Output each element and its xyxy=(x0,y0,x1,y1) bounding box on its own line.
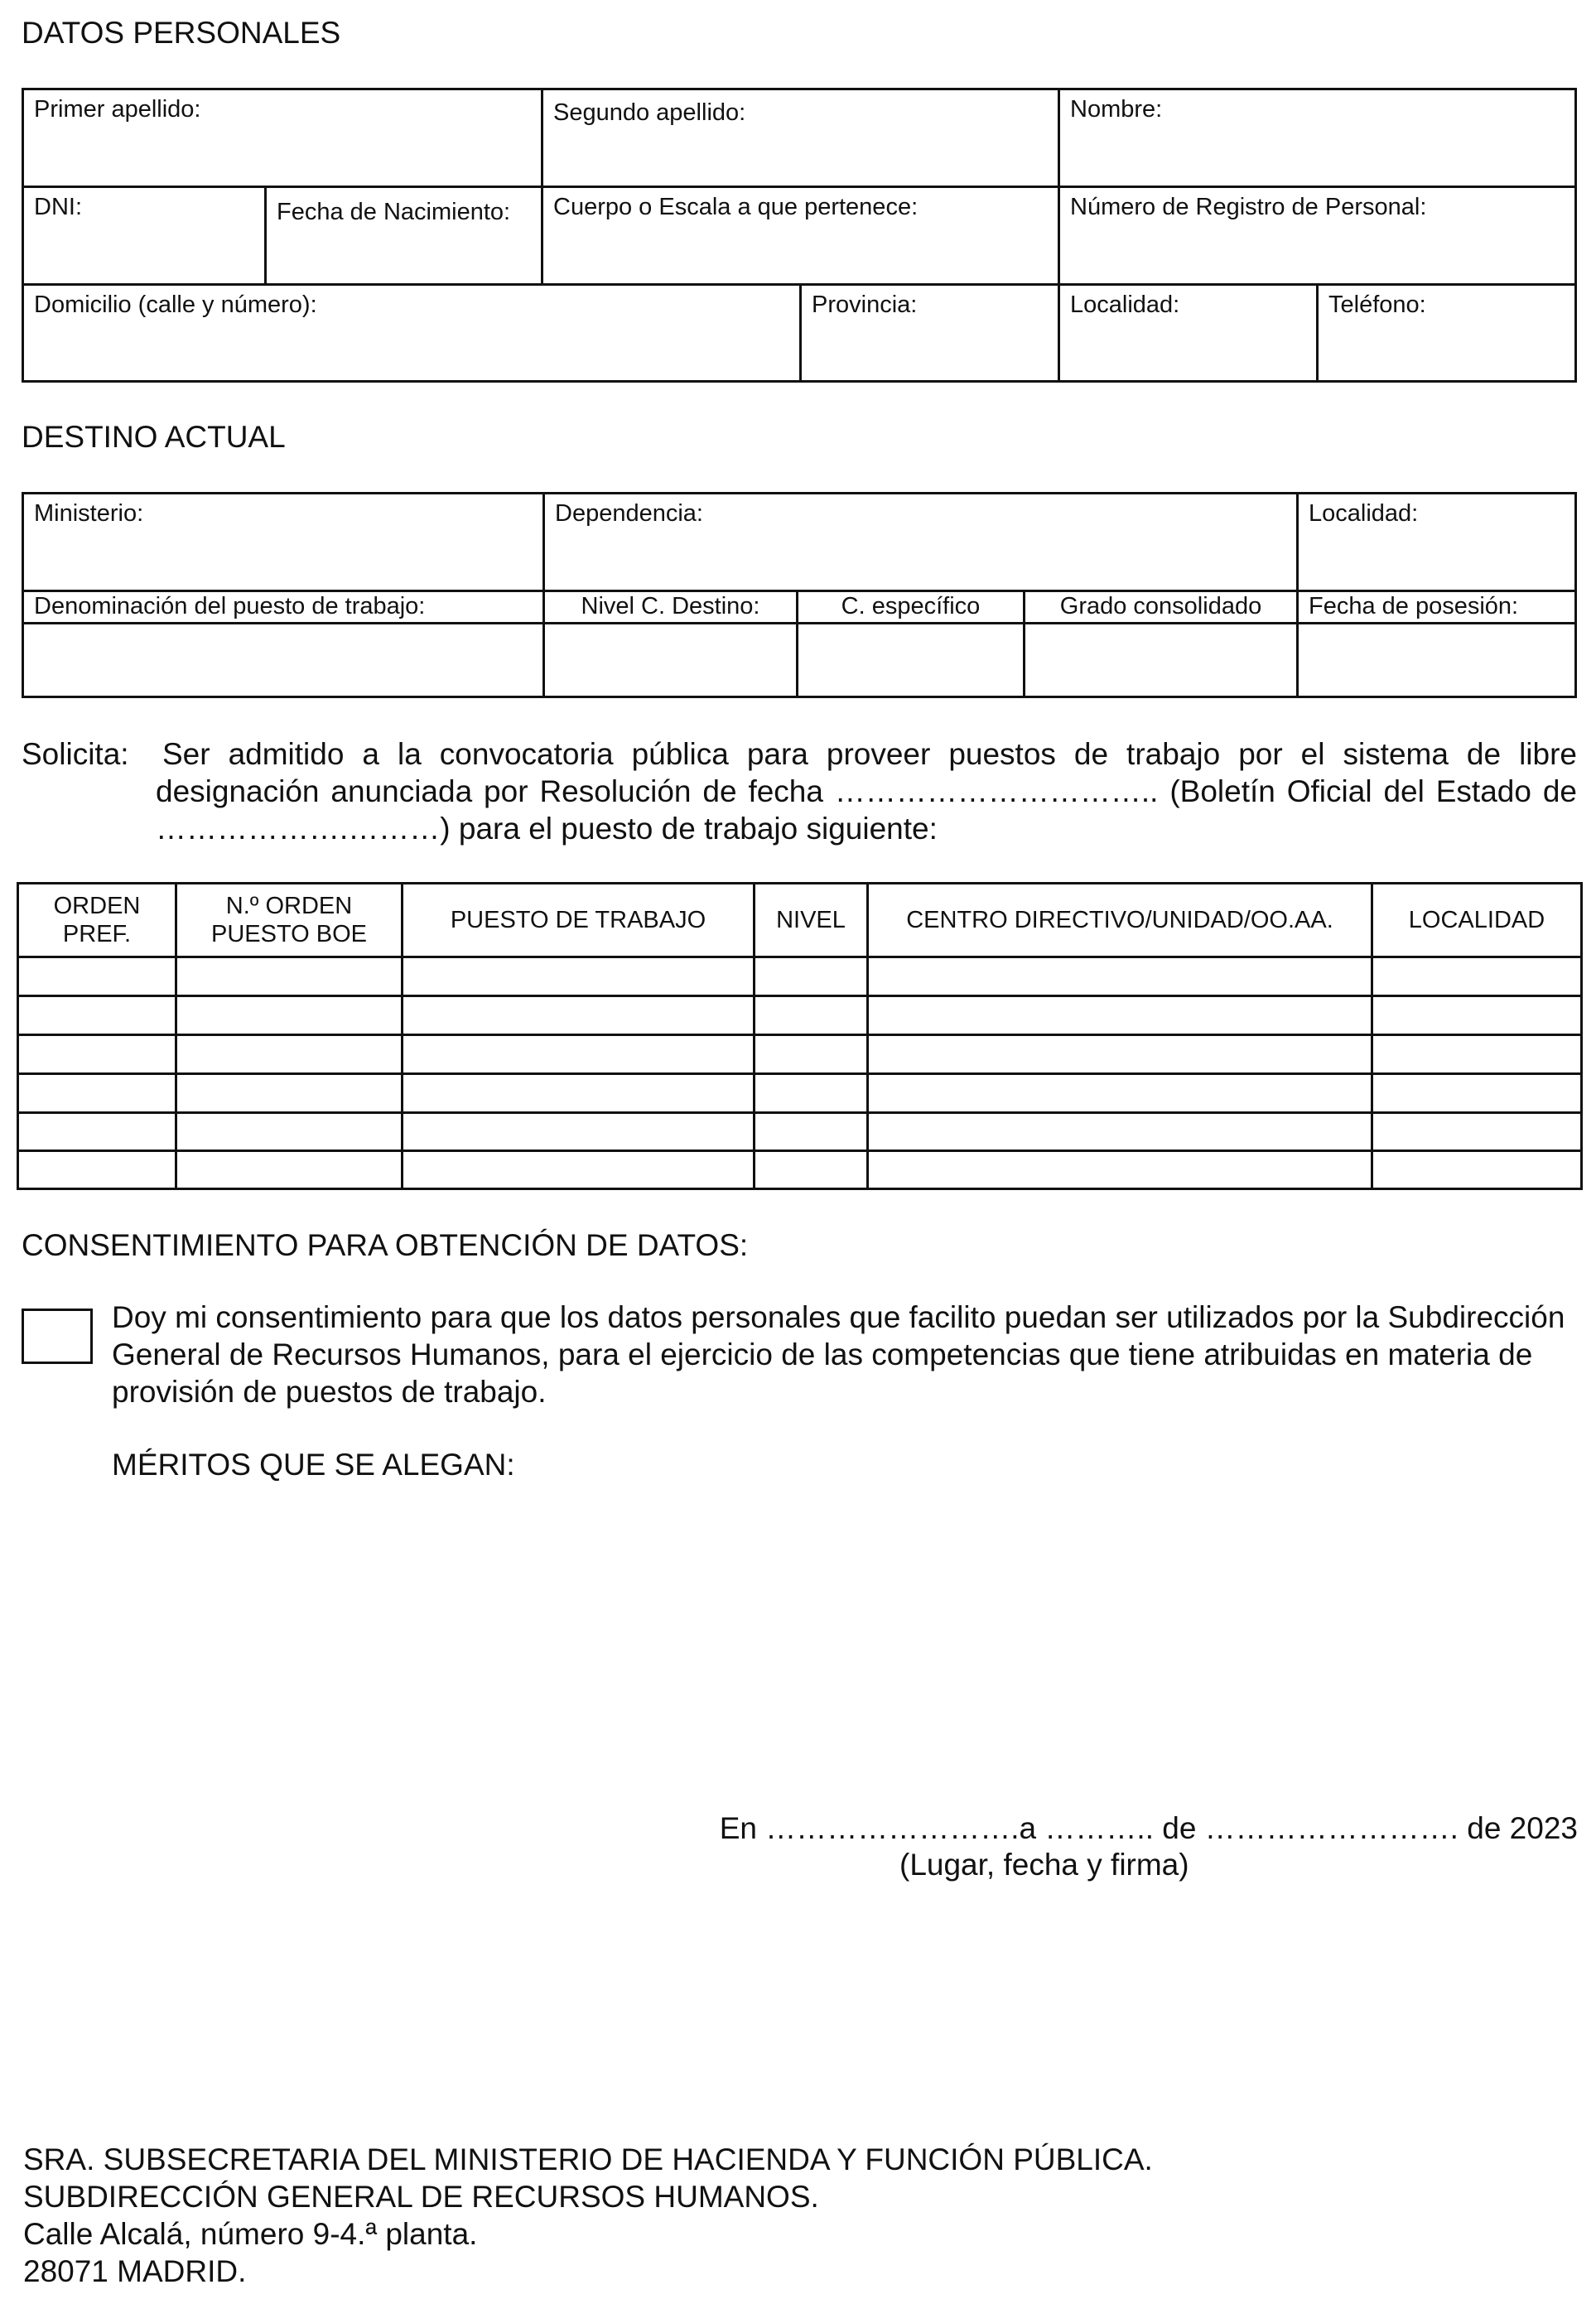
numero-registro-label: Número de Registro de Personal: xyxy=(1070,194,1427,220)
destino-actual-box xyxy=(22,492,1577,698)
primer-apellido-label: Primer apellido: xyxy=(34,96,201,123)
consentimiento-heading: CONSENTIMIENTO PARA OBTENCIÓN DE DATOS: xyxy=(22,1228,749,1262)
c-especifico-field[interactable] xyxy=(798,624,1023,696)
header-n-orden-puesto-boe: N.º ORDEN PUESTO BOE xyxy=(210,893,368,947)
nivel-c-destino-field[interactable] xyxy=(545,624,796,696)
fecha-nacimiento-label: Fecha de Nacimiento: xyxy=(277,199,511,225)
nombre-field[interactable] xyxy=(1060,90,1574,186)
table-row[interactable] xyxy=(19,997,1580,1034)
solicita-label: Solicita: xyxy=(22,737,129,771)
ministerio-field[interactable] xyxy=(24,494,542,590)
fecha-posesion-field[interactable] xyxy=(1299,624,1574,696)
segundo-apellido-label: Segundo apellido: xyxy=(553,99,746,126)
dni-field[interactable] xyxy=(24,188,264,283)
header-nivel: NIVEL xyxy=(776,907,846,933)
header-puesto-trabajo: PUESTO DE TRABAJO xyxy=(450,907,706,933)
consentimiento-checkbox[interactable] xyxy=(22,1309,93,1364)
dni-label: DNI: xyxy=(34,194,82,220)
dependencia-label: Dependencia: xyxy=(555,500,703,527)
localidad-destino-field[interactable] xyxy=(1299,494,1574,590)
domicilio-label: Domicilio (calle y número): xyxy=(34,292,317,318)
destino-actual-heading: DESTINO ACTUAL xyxy=(22,420,286,454)
c-especifico-label: C. específico xyxy=(841,593,981,619)
meritos-area[interactable] xyxy=(112,1491,1579,1789)
grado-consolidado-field[interactable] xyxy=(1025,624,1296,696)
nivel-c-destino-label: Nivel C. Destino: xyxy=(581,593,760,619)
datos-personales-box xyxy=(22,88,1577,383)
firma-caption: (Lugar, fecha y firma) xyxy=(899,1848,1189,1882)
telefono-label: Teléfono: xyxy=(1328,292,1426,318)
denominacion-puesto-label: Denominación del puesto de trabajo: xyxy=(34,593,426,619)
localidad-personal-label: Localidad: xyxy=(1070,292,1180,318)
meritos-heading: MÉRITOS QUE SE ALEGAN: xyxy=(112,1448,515,1482)
telefono-field[interactable] xyxy=(1319,286,1574,380)
table-row[interactable] xyxy=(19,1152,1580,1188)
provincia-label: Provincia: xyxy=(812,292,918,318)
localidad-destino-label: Localidad: xyxy=(1309,500,1419,527)
table-row[interactable] xyxy=(19,1036,1580,1072)
destinatario-line-2: SUBDIRECCIÓN GENERAL DE RECURSOS HUMANOS. xyxy=(23,2180,819,2214)
puestos-table xyxy=(17,882,1583,1190)
table-row[interactable] xyxy=(19,1114,1580,1150)
localidad-personal-field[interactable] xyxy=(1060,286,1316,380)
cuerpo-escala-label: Cuerpo o Escala a que pertenece: xyxy=(553,194,919,220)
datos-personales-heading: DATOS PERSONALES xyxy=(22,16,341,50)
table-row[interactable] xyxy=(19,1075,1580,1111)
table-row[interactable] xyxy=(19,958,1580,995)
ministerio-label: Ministerio: xyxy=(34,500,144,527)
provincia-field[interactable] xyxy=(802,286,1058,380)
numero-registro-field[interactable] xyxy=(1060,188,1574,283)
fecha-nacimiento-field[interactable] xyxy=(267,188,541,283)
grado-consolidado-label: Grado consolidado xyxy=(1059,593,1262,619)
dependencia-field[interactable] xyxy=(545,494,1296,590)
nombre-label: Nombre: xyxy=(1070,96,1163,123)
firma-line: En …………………….a ……….. de ……………………. de 2023 xyxy=(719,1811,1578,1845)
fecha-posesion-label: Fecha de posesión: xyxy=(1309,593,1519,619)
destinatario-line-1: SRA. SUBSECRETARIA DEL MINISTERIO DE HACIENDA Y FUNCIÓN PÚBLICA. xyxy=(23,2142,1153,2176)
header-orden-pref: ORDEN PREF. xyxy=(53,893,141,947)
denominacion-puesto-field[interactable] xyxy=(24,624,542,696)
domicilio-field[interactable] xyxy=(24,286,799,380)
destinatario-line-3: Calle Alcalá, número 9-4.ª planta. xyxy=(23,2217,478,2251)
solicita-text: Ser admitido a la convocatoria pública para proveer puestos de trabajo por el sistema de libre designación anunciada por Resolución de fecha ………………………….. (Boletín Oficial del Estado de ……………….………) para el puesto de trabajo siguiente: xyxy=(156,737,1577,846)
header-localidad: LOCALIDAD xyxy=(1408,907,1545,933)
cuerpo-escala-field[interactable] xyxy=(543,188,1058,283)
header-centro-directivo: CENTRO DIRECTIVO/UNIDAD/OO.AA. xyxy=(906,907,1333,933)
destinatario-line-4: 28071 MADRID. xyxy=(23,2254,247,2288)
consentimiento-text: Doy mi consentimiento para que los datos personales que facilito puedan ser utilizados por la Subdirección General de Recursos Humanos, para el ejercicio de las competencias que tiene atribuidas en materia de provisión de puestos de trabajo. xyxy=(112,1300,1565,1409)
segundo-apellido-field[interactable] xyxy=(543,90,1058,186)
primer-apellido-field[interactable] xyxy=(24,90,541,186)
